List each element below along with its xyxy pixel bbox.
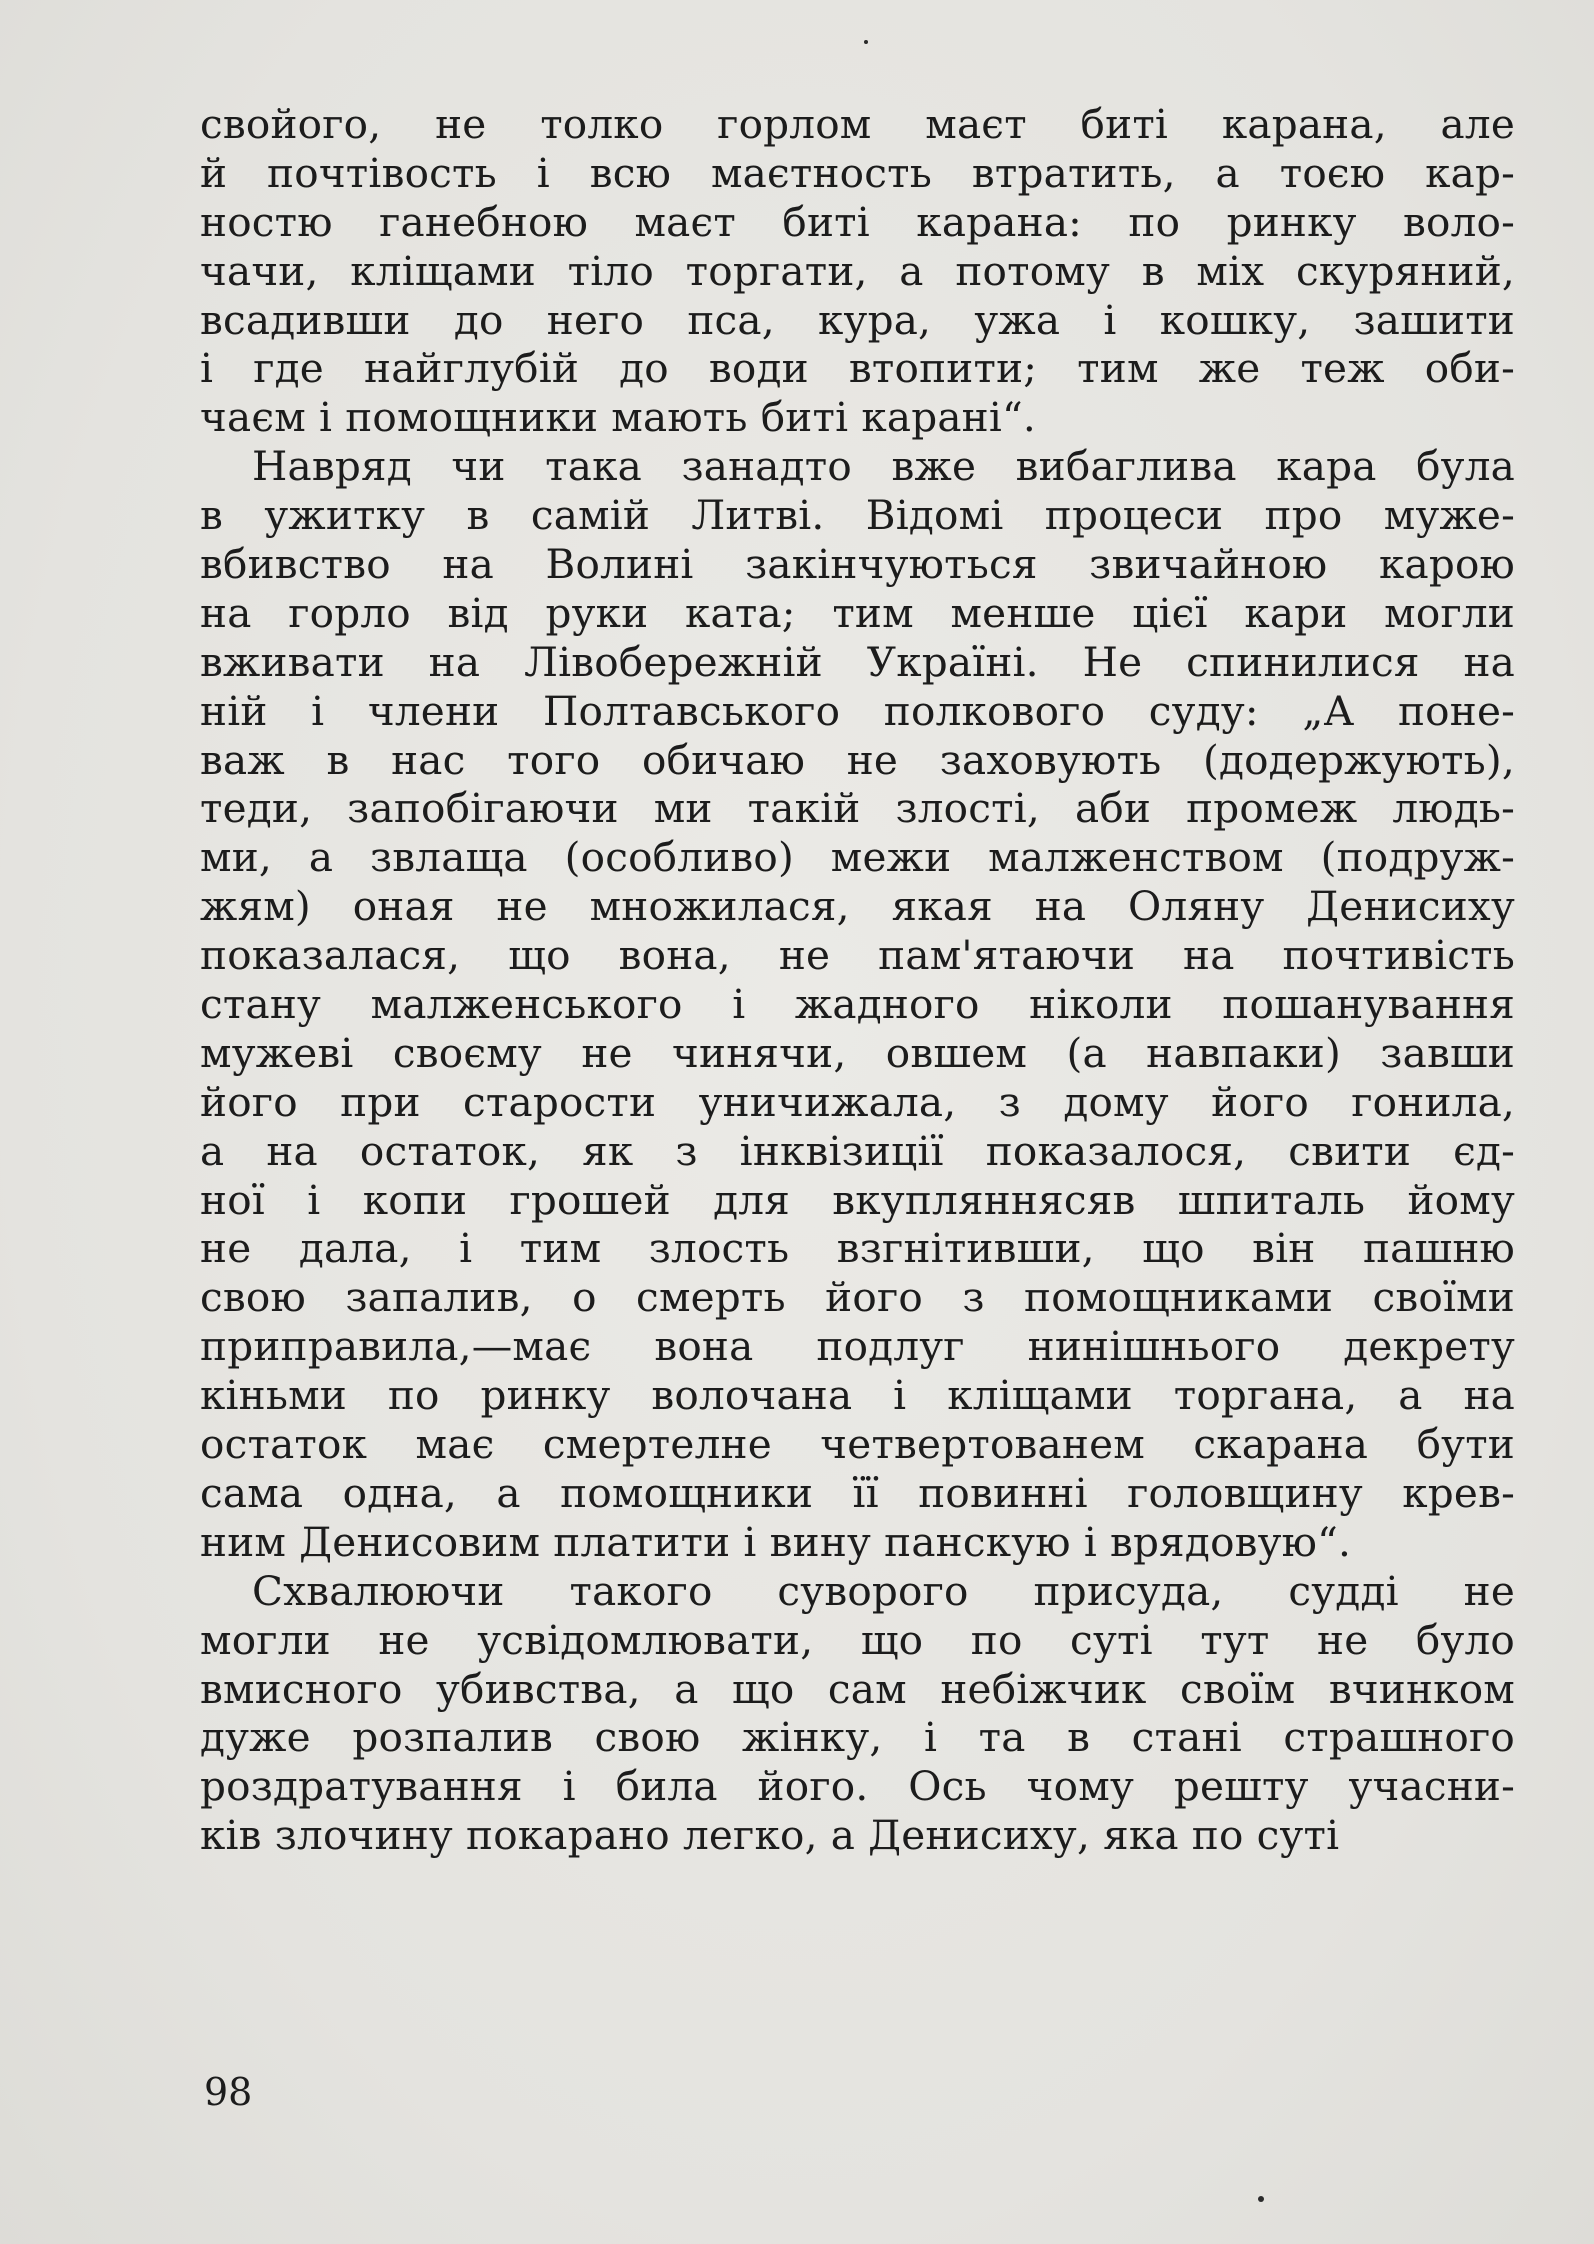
text-line: ми, а звлаща (особливо) межи малженством (подруж- — [200, 833, 1515, 882]
paragraph — [200, 1567, 1515, 1860]
text-line: ностю ганебною маєт биті карана: по ринку воло- — [200, 197, 1515, 246]
text-line: ної і копи грошей для вкупляннясяв шпиталь йому — [200, 1175, 1515, 1224]
text-line: жям) оная не множилася, якая на Оляну Денисиху — [200, 882, 1515, 931]
text-line: могли не усвідомлювати, що по суті тут не було — [200, 1615, 1515, 1664]
text-line: теди, запобігаючи ми такій злості, аби промеж людь- — [200, 784, 1515, 833]
text-line: сама одна, а помощники її повинні головщину крев- — [200, 1468, 1515, 1517]
text-line: Схвалюючи такого суворого присуда, судді не — [252, 1566, 1515, 1615]
text-line: а на остаток, як з інквізиції показалося, свити єд- — [200, 1126, 1515, 1175]
text-line: вмисного убивства, а що сам небіжчик своїм вчинком — [200, 1664, 1515, 1713]
text-line: ним Денисовим платити і вину панскую і врядовую“. — [200, 1517, 1352, 1566]
text-line: в ужитку в самій Литві. Відомі процеси про муже- — [200, 491, 1515, 540]
text-line: Навряд чи така занадто вже вибаглива кара була — [252, 442, 1515, 491]
text-line: приправила,—має вона подлуг нинішнього декрету — [200, 1322, 1515, 1371]
text-line: всадивши до него пса, кура, ужа і кошку, зашити — [200, 295, 1515, 344]
text-line: дуже розпалив свою жінку, і та в стані страшного — [200, 1713, 1515, 1762]
paragraph — [200, 442, 1515, 1566]
text-line: ній і члени Полтавського полкового суду: „А поне- — [200, 686, 1515, 735]
text-line: чаєм і помощники мають биті карані“. — [200, 393, 1036, 442]
text-line: важ в нас того обичаю не заховують (додержують), — [200, 735, 1515, 784]
body-text — [200, 100, 1515, 1860]
text-line: і где найглубій до води втопити; тим же теж оби- — [200, 344, 1515, 393]
text-line: чачи, кліщами тіло торгати, а потому в міх скуряний, — [200, 246, 1515, 295]
text-line: й почтівость і всю маєтность втратить, а тоєю кар- — [200, 148, 1515, 197]
ink-speck — [1258, 2196, 1264, 2202]
text-line: свою запалив, о смерть його з помощниками своїми — [200, 1273, 1515, 1322]
page-number: 98 — [204, 2070, 253, 2114]
text-line: роздратування і била його. Ось чому решту учасни- — [200, 1762, 1515, 1811]
text-line: на горло від руки ката; тим менше цієї кари могли — [200, 588, 1515, 637]
text-line: показалася, що вона, не пам'ятаючи на почтивість — [200, 931, 1515, 980]
paragraph — [200, 100, 1515, 442]
text-line: стану малженського і жадного ніколи пошанування — [200, 980, 1515, 1029]
text-line: кіньми по ринку волочана і кліщами торгана, а на — [200, 1371, 1515, 1420]
ink-speck — [864, 40, 868, 44]
text-line: не дала, і тим злость взгнітивши, що він пашню — [200, 1224, 1515, 1273]
text-line: вбивство на Волині закінчуються звичайною карою — [200, 540, 1515, 589]
text-line: остаток має смертелне четвертованем скарана бути — [200, 1420, 1515, 1469]
text-line: його при старости уничижала, з дому його гонила, — [200, 1077, 1515, 1126]
text-line: свойого, не толко горлом маєт биті карана, але — [200, 100, 1515, 148]
text-line: вживати на Лівобережній Україні. Не спинилися на — [200, 637, 1515, 686]
text-line: ків злочину покарано легко, а Денисиху, яка по суті — [200, 1811, 1340, 1860]
text-line: мужеві своєму не чинячи, овшем (а навпаки) завши — [200, 1028, 1515, 1077]
